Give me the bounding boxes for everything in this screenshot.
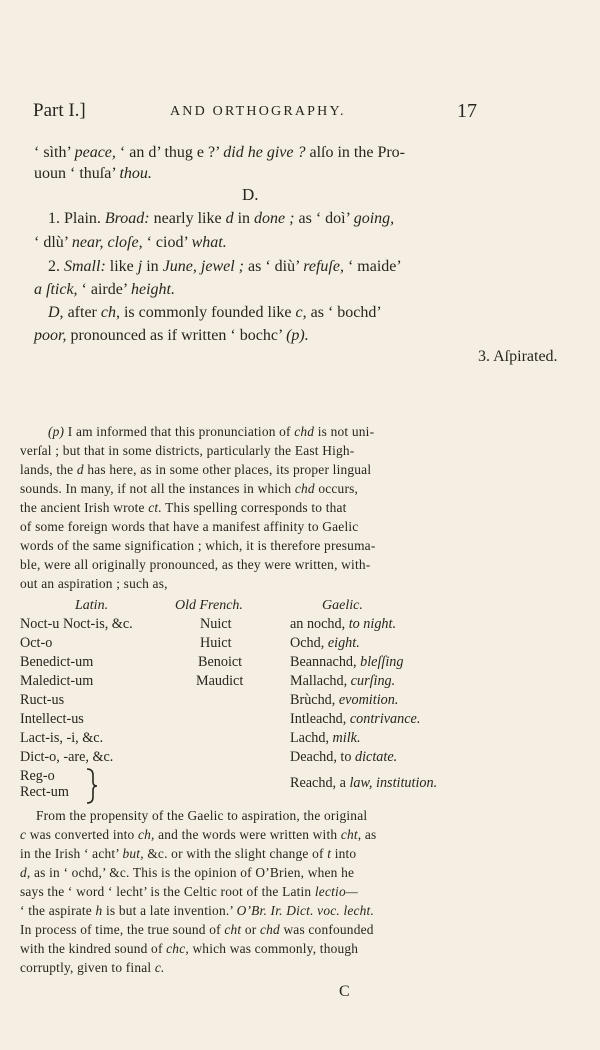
paragraph-line: From the propensity of the Gaelic to aspiration, the original xyxy=(36,808,368,823)
latin-cell: Oct-o xyxy=(20,635,53,651)
paragraph-line: c was converted into ch, and the words were written with cht, as xyxy=(20,827,377,842)
gaelic-cell: Beannachd, bleſſing xyxy=(290,654,404,670)
paragraph-line: ‘ the aspirate h is but a late invention.’ O’Br. Ir. Dict. voc. lecht. xyxy=(20,903,375,918)
column-header-latin: Latin. xyxy=(75,598,109,613)
footnote-line: the ancient Irish wrote ct. This spelling corresponds to that xyxy=(20,500,347,515)
paragraph-line: says the ‘ word ‘ lecht’ is the Celtic root of the Latin lectio— xyxy=(20,884,358,899)
paragraph-line: in the Irish ‘ acht’ but, &c. or with the slight change of t into xyxy=(20,846,357,861)
footnote-line: of some foreign words that have a manifest affinity to Gaelic xyxy=(20,519,359,534)
footnote-line: words of the same signification ; which, it is therefore presuma- xyxy=(20,538,376,553)
right-brace-icon xyxy=(86,768,98,804)
french-cell: Maudict xyxy=(196,673,244,689)
body-line: D, after ch, is commonly founded like c, as ‘ bochd’ xyxy=(48,304,382,321)
footnote-line: out an aspiration ; such as, xyxy=(20,576,168,591)
body-line: poor, pronounced as if written ‘ bochc’ (p). xyxy=(34,327,309,344)
latin-cell: Reg-o xyxy=(20,768,55,784)
latin-cell: Noct-u Noct-is, &c. xyxy=(20,616,133,632)
footnote-line: ble, were all originally pronounced, as they were written, with- xyxy=(20,557,371,572)
signature-mark: C xyxy=(339,983,350,1000)
latin-cell: Benedict-um xyxy=(20,654,94,670)
page-number: 17 xyxy=(457,100,477,122)
french-cell: Benoict xyxy=(198,654,243,670)
latin-cell: Lact-is, -i, &c. xyxy=(20,730,104,746)
body-line: a ſtick, ‘ airde’ height. xyxy=(34,281,175,298)
paragraph-line: In process of time, the true sound of cht or chd was confounded xyxy=(20,922,374,937)
gaelic-cell: Ochd, eight. xyxy=(290,635,360,651)
gaelic-cell: Deachd, to dictate. xyxy=(290,749,398,765)
paragraph-line: corruptly, given to final c. xyxy=(20,960,165,975)
gaelic-cell: Intleachd, contrivance. xyxy=(290,711,421,727)
paragraph-line: with the kindred sound of chc, which was commonly, though xyxy=(20,941,359,956)
french-cell: Nuict xyxy=(200,616,232,632)
gaelic-cell: an nochd, to night. xyxy=(290,616,397,632)
french-cell: Huict xyxy=(200,635,232,651)
body-line: 1. Plain. Broad: nearly like d in done ; as ‘ doì’ going, xyxy=(48,210,395,227)
header-title: AND ORTHOGRAPHY. xyxy=(170,104,346,119)
section-heading: D. xyxy=(242,185,259,204)
body-line: 3. Aſpirated. xyxy=(478,348,558,365)
column-header-gaelic: Gaelic. xyxy=(322,598,363,613)
latin-cell: Intellect-us xyxy=(20,711,84,727)
body-line: 2. Small: like j in June, jewel ; as ‘ diù’ refuſe, ‘ maide’ xyxy=(48,258,402,275)
column-header-french: Old French. xyxy=(175,598,243,613)
footnote-line: (p) I am informed that this pronunciation of chd is not uni- xyxy=(48,424,375,439)
footnote-line: lands, the d has here, as in some other places, its proper lingual xyxy=(20,462,372,477)
latin-cell: Dict-o, -are, &c. xyxy=(20,749,114,765)
gaelic-cell: Brùchd, evomition. xyxy=(290,692,399,708)
body-line: uoun ‘ thuſa’ thou. xyxy=(34,165,152,182)
body-line: ‘ sìth’ peace, ‘ an d’ thug e ?’ did he give ? alſo in the Pro- xyxy=(34,144,406,161)
latin-cell: Ruct-us xyxy=(20,692,65,708)
footnote-line: verſal ; but that in some districts, particularly the East High- xyxy=(20,443,355,458)
latin-cell: Rect-um xyxy=(20,784,69,800)
paragraph-line: d, as in ‘ ochd,’ &c. This is the opinion of O’Brien, when he xyxy=(20,865,355,880)
body-line: ‘ dlù’ near, cloſe, ‘ ciod’ what. xyxy=(34,234,227,251)
latin-cell: Maledict-um xyxy=(20,673,94,689)
footnote-line: sounds. In many, if not all the instances in which chd occurs, xyxy=(20,481,359,496)
gaelic-cell: Lachd, milk. xyxy=(290,730,361,746)
header-part: Part I.] xyxy=(33,100,86,121)
gaelic-cell: Mallachd, curſing. xyxy=(290,673,396,689)
gaelic-cell: Reachd, a law, institution. xyxy=(290,775,438,791)
